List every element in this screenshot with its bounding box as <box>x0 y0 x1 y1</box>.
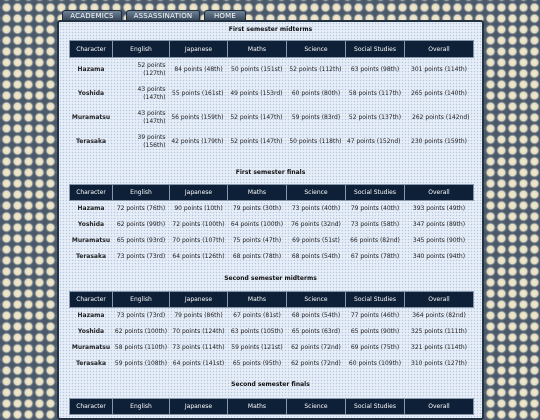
cell-score: 64 points (141st) <box>172 359 225 367</box>
cell-character: Hazama <box>77 311 105 319</box>
cell-score: 62 points (72nd) <box>291 343 341 351</box>
cell-score: 310 points (127th) <box>411 359 467 367</box>
col-overall: Overall <box>405 399 474 415</box>
cell-score: 90 points (10th) <box>174 204 223 212</box>
cell-score: 75 points (47th) <box>232 236 282 244</box>
col-english: English <box>113 292 170 308</box>
cell-score: 52 points (147th) <box>230 113 283 121</box>
cell-score: 301 points (114th) <box>411 65 467 73</box>
cell-character: Hazama <box>77 65 105 73</box>
col-japanese: Japanese <box>170 185 228 201</box>
cell-score: 69 points (51st) <box>292 236 340 244</box>
cell-score: 65 points (93rd) <box>116 236 166 244</box>
cell-score: 58 points (117th) <box>348 89 402 97</box>
col-science: Science <box>287 292 346 308</box>
table-row <box>70 58 474 82</box>
cell-character: Muramatsu <box>71 343 111 351</box>
tab-academics[interactable]: ACADEMICS <box>62 10 122 21</box>
cell-score: 62 points (72nd) <box>291 359 341 367</box>
cell-score: 321 points (114th) <box>411 343 467 351</box>
cell-score: 79 points (30th) <box>232 204 282 212</box>
cell-score: 72 points (100th) <box>172 220 225 228</box>
cell-score: 73 points (58th) <box>350 220 400 228</box>
cell-score: 43 points (147th) <box>137 85 166 101</box>
col-japanese: Japanese <box>170 292 228 308</box>
cell-score: 393 points (49th) <box>412 204 466 212</box>
cell-score: 265 points (140th) <box>411 89 467 97</box>
table-row <box>70 82 474 106</box>
cell-score: 76 points (32nd) <box>291 220 341 228</box>
cell-character: Muramatsu <box>71 113 111 121</box>
cell-score: 79 points (86th) <box>174 311 223 319</box>
col-english: English <box>113 41 170 58</box>
cell-score: 50 points (151st) <box>231 65 283 73</box>
col-science: Science <box>287 399 346 415</box>
cell-score: 49 points (153rd) <box>230 89 283 97</box>
cell-score: 60 points (109th) <box>348 359 402 367</box>
tab-home[interactable]: HOME <box>204 10 246 21</box>
cell-score: 79 points (40th) <box>350 204 400 212</box>
content-panel <box>57 20 484 420</box>
cell-score: 325 points (111th) <box>411 327 467 335</box>
cell-score: 65 points (90th) <box>350 327 400 335</box>
cell-score: 68 points (54th) <box>291 311 341 319</box>
cell-score: 56 points (159th) <box>171 113 224 121</box>
col-science: Science <box>287 185 346 201</box>
second-midterms-table <box>69 291 474 372</box>
cell-score: 55 points (161st) <box>172 89 224 97</box>
cell-character: Terasaka <box>75 359 107 367</box>
cell-score: 77 points (46th) <box>350 311 400 319</box>
cell-score: 42 points (179th) <box>171 137 224 145</box>
col-character: Character <box>70 41 113 58</box>
cell-score: 52 points (147th) <box>230 137 283 145</box>
cell-score: 73 points (40th) <box>291 204 341 212</box>
col-science: Science <box>287 41 346 58</box>
table-row <box>70 233 474 249</box>
first-finals-table <box>69 184 474 265</box>
cell-score: 67 points (78th) <box>350 252 400 260</box>
cell-character: Yoshida <box>77 89 105 97</box>
col-overall: Overall <box>405 185 474 201</box>
first-midterms-table <box>69 40 474 154</box>
cell-score: 345 points (90th) <box>412 236 466 244</box>
cell-score: 60 points (80th) <box>291 89 341 97</box>
cell-score: 62 points (99th) <box>116 220 166 228</box>
col-character: Character <box>70 399 113 415</box>
cell-score: 64 points (126th) <box>172 252 225 260</box>
cell-score: 47 points (152nd) <box>346 137 401 145</box>
cell-score: 73 points (73rd) <box>116 311 166 319</box>
col-character: Character <box>70 185 113 201</box>
col-social-studies: Social Studies <box>346 41 405 58</box>
col-japanese: Japanese <box>170 399 228 415</box>
cell-score: 65 points (95th) <box>232 359 282 367</box>
cell-score: 52 points (127th) <box>137 61 166 77</box>
col-social-studies: Social Studies <box>346 292 405 308</box>
table-row <box>70 356 474 372</box>
cell-score: 67 points (81st) <box>233 311 281 319</box>
second-finals-table <box>69 398 474 415</box>
col-english: English <box>113 185 170 201</box>
cell-score: 68 points (54th) <box>291 252 341 260</box>
cell-character: Yoshida <box>77 220 105 228</box>
cell-character: Terasaka <box>75 137 107 145</box>
cell-score: 262 points (142nd) <box>412 113 470 121</box>
tab-assassination[interactable]: ASSASSINATION <box>126 10 200 21</box>
table-row <box>70 201 474 217</box>
col-overall: Overall <box>405 292 474 308</box>
cell-score: 69 points (75th) <box>350 343 400 351</box>
cell-character: Yoshida <box>77 327 105 335</box>
cell-score: 59 points (108th) <box>114 359 168 367</box>
col-maths: Maths <box>228 41 287 58</box>
cell-score: 65 points (63rd) <box>291 327 341 335</box>
cell-score: 59 points (121st) <box>231 343 283 351</box>
col-maths: Maths <box>228 399 287 415</box>
table-row <box>70 217 474 233</box>
cell-score: 58 points (110th) <box>114 343 168 351</box>
cell-character: Hazama <box>77 204 105 212</box>
cell-score: 72 points (76th) <box>116 204 166 212</box>
table-row <box>70 324 474 340</box>
cell-score: 43 points (147th) <box>137 109 166 125</box>
section-title-first-finals: First semester finals <box>235 169 306 176</box>
cell-score: 70 points (124th) <box>172 327 225 335</box>
col-overall: Overall <box>405 41 474 58</box>
cell-score: 59 points (83rd) <box>291 113 341 121</box>
table-row <box>70 308 474 324</box>
cell-score: 62 points (100th) <box>114 327 168 335</box>
cell-score: 73 points (73rd) <box>116 252 166 260</box>
cell-score: 52 points (112th) <box>289 65 342 73</box>
table-row <box>70 249 474 265</box>
cell-score: 340 points (94th) <box>412 252 466 260</box>
cell-score: 39 points (156th) <box>137 133 166 149</box>
section-title-second-finals: Second semester finals <box>231 381 310 388</box>
cell-score: 50 points (118th) <box>289 137 342 145</box>
cell-score: 364 points (82nd) <box>412 311 466 319</box>
cell-score: 230 points (159th) <box>411 137 467 145</box>
col-japanese: Japanese <box>170 41 228 58</box>
cell-score: 52 points (137th) <box>348 113 402 121</box>
col-social-studies: Social Studies <box>346 185 405 201</box>
cell-score: 63 points (98th) <box>350 65 400 73</box>
col-maths: Maths <box>228 185 287 201</box>
cell-score: 73 points (114th) <box>172 343 225 351</box>
section-title-first-midterms: First semester midterms <box>228 26 313 33</box>
col-character: Character <box>70 292 113 308</box>
table-row <box>70 340 474 356</box>
cell-score: 347 points (89th) <box>412 220 466 228</box>
cell-score: 63 points (105th) <box>230 327 284 335</box>
cell-score: 66 points (82nd) <box>350 236 400 244</box>
section-title-second-midterms: Second semester midterms <box>224 275 317 282</box>
col-social-studies: Social Studies <box>346 399 405 415</box>
cell-score: 70 points (107th) <box>172 236 225 244</box>
table-row <box>70 130 474 154</box>
col-maths: Maths <box>228 292 287 308</box>
col-english: English <box>113 399 170 415</box>
table-row <box>70 106 474 130</box>
cell-score: 84 points (48th) <box>174 65 223 73</box>
cell-character: Terasaka <box>75 252 107 260</box>
cell-score: 64 points (100th) <box>230 220 284 228</box>
cell-character: Muramatsu <box>71 236 111 244</box>
cell-score: 68 points (78th) <box>232 252 282 260</box>
